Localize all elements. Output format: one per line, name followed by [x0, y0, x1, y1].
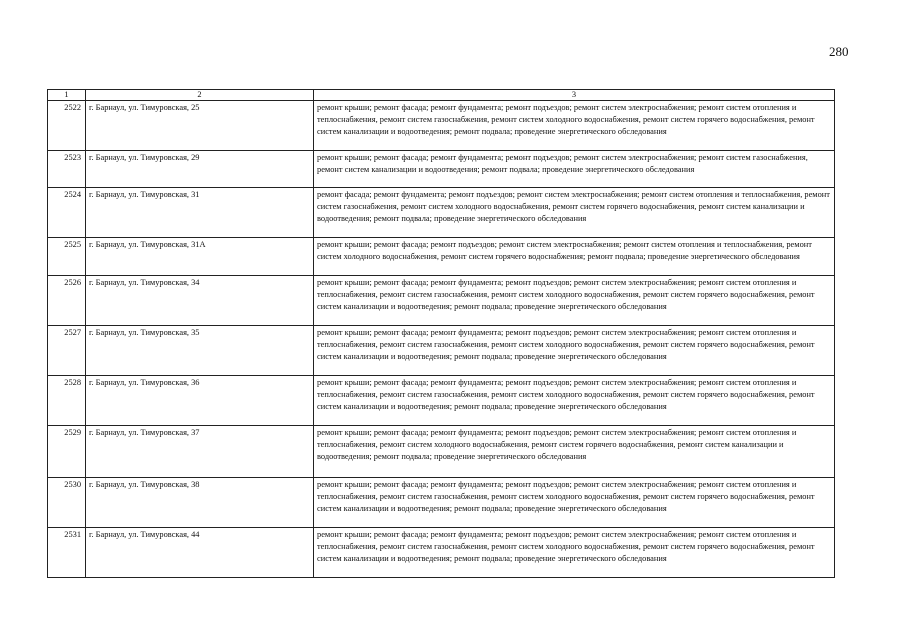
- row-address: г. Барнаул, ул. Тимуровская, 37: [86, 426, 314, 478]
- row-address: г. Барнаул, ул. Тимуровская, 35: [86, 326, 314, 376]
- row-address: г. Барнаул, ул. Тимуровская, 25: [86, 101, 314, 151]
- row-number: 2528: [48, 376, 86, 426]
- table-row: [48, 238, 835, 276]
- column-header: 3: [314, 90, 835, 101]
- row-address: г. Барнаул, ул. Тимуровская, 36: [86, 376, 314, 426]
- row-number: 2531: [48, 528, 86, 578]
- table-row: [48, 101, 835, 151]
- row-works: ремонт крыши; ремонт фасада; ремонт фундамента; ремонт подъездов; ремонт систем электроснабжения; ремонт систем отопления и теплоснабжения, ремонт систем газоснабжения, ремонт систем холодного водоснабжения, ремонт систем горячего водоснабжения, ремонт систем канализации и водоотведения; ремонт подвала; проведение энергетического обследования: [314, 276, 835, 326]
- table-row: [48, 276, 835, 326]
- row-address: г. Барнаул, ул. Тимуровская, 38: [86, 478, 314, 528]
- row-number: 2522: [48, 101, 86, 151]
- row-number: 2524: [48, 188, 86, 238]
- table-row: [48, 426, 835, 478]
- table-row: [48, 478, 835, 528]
- table-row: [48, 376, 835, 426]
- row-number: 2523: [48, 151, 86, 188]
- row-address: г. Барнаул, ул. Тимуровская, 34: [86, 276, 314, 326]
- row-works: ремонт крыши; ремонт фасада; ремонт фундамента; ремонт подъездов; ремонт систем электроснабжения; ремонт систем отопления и теплоснабжения, ремонт систем газоснабжения, ремонт систем холодного водоснабжения, ремонт систем горячего водоснабжения, ремонт систем канализации и водоотведения; ремонт подвала; проведение энергетического обследования: [314, 376, 835, 426]
- table-row: [48, 151, 835, 188]
- repair-table: [47, 89, 835, 578]
- row-works: ремонт крыши; ремонт фасада; ремонт фундамента; ремонт подъездов; ремонт систем электроснабжения; ремонт систем отопления и теплоснабжения, ремонт систем газоснабжения, ремонт систем холодного водоснабжения, ремонт систем горячего водоснабжения, ремонт систем канализации и водоотведения; ремонт подвала; проведение энергетического обследования: [314, 478, 835, 528]
- row-works: ремонт крыши; ремонт фасада; ремонт подъездов; ремонт систем электроснабжения; ремонт систем отопления и теплоснабжения, ремонт систем холодного водоснабжения, ремонт систем горячего водоснабжения; ремонт подвала; проведение энергетического обследования: [314, 238, 835, 276]
- column-header: 2: [86, 90, 314, 101]
- table-row: [48, 326, 835, 376]
- row-works: ремонт крыши; ремонт фасада; ремонт фундамента; ремонт подъездов; ремонт систем электроснабжения; ремонт систем газоснабжения, ремонт систем канализации и водоотведения; ремонт подвала; проведение энергетического обследования: [314, 151, 835, 188]
- row-address: г. Барнаул, ул. Тимуровская, 31: [86, 188, 314, 238]
- table-row: [48, 188, 835, 238]
- page-number: 280: [829, 44, 849, 59]
- table-row: [48, 528, 835, 578]
- row-number: 2526: [48, 276, 86, 326]
- row-number: 2529: [48, 426, 86, 478]
- row-number: 2525: [48, 238, 86, 276]
- row-address: г. Барнаул, ул. Тимуровская, 44: [86, 528, 314, 578]
- row-works: ремонт крыши; ремонт фасада; ремонт фундамента; ремонт подъездов; ремонт систем электроснабжения; ремонт систем отопления и теплоснабжения, ремонт систем холодного водоснабжения, ремонт систем горячего водоснабжения, ремонт систем канализации и водоотведения; ремонт подвала; проведение энергетического обследования: [314, 426, 835, 478]
- row-address: г. Барнаул, ул. Тимуровская, 31А: [86, 238, 314, 276]
- row-number: 2530: [48, 478, 86, 528]
- row-works: ремонт крыши; ремонт фасада; ремонт фундамента; ремонт подъездов; ремонт систем электроснабжения; ремонт систем отопления и теплоснабжения, ремонт систем газоснабжения, ремонт систем холодного водоснабжения, ремонт систем горячего водоснабжения, ремонт систем канализации и водоотведения; ремонт подвала; проведение энергетического обследования: [314, 528, 835, 578]
- table-header-row: [48, 90, 835, 101]
- row-number: 2527: [48, 326, 86, 376]
- column-header: 1: [48, 90, 86, 101]
- row-works: ремонт фасада; ремонт фундамента; ремонт подъездов; ремонт систем электроснабжения; ремонт систем отопления и теплоснабжения, ремонт систем газоснабжения, ремонт систем холодного водоснабжения, ремонт систем горячего водоснабжения, ремонт систем канализации и водоотведения; ремонт подвала; проведение энергетического обследования: [314, 188, 835, 238]
- row-address: г. Барнаул, ул. Тимуровская, 29: [86, 151, 314, 188]
- row-works: ремонт крыши; ремонт фасада; ремонт фундамента; ремонт подъездов; ремонт систем электроснабжения; ремонт систем отопления и теплоснабжения, ремонт систем газоснабжения, ремонт систем холодного водоснабжения, ремонт систем горячего водоснабжения, ремонт систем канализации и водоотведения; ремонт подвала; проведение энергетического обследования: [314, 326, 835, 376]
- row-works: ремонт крыши; ремонт фасада; ремонт фундамента; ремонт подъездов; ремонт систем электроснабжения; ремонт систем отопления и теплоснабжения, ремонт систем газоснабжения, ремонт систем холодного водоснабжения, ремонт систем горячего водоснабжения, ремонт систем канализации и водоотведения; ремонт подвала; проведение энергетического обследования: [314, 101, 835, 151]
